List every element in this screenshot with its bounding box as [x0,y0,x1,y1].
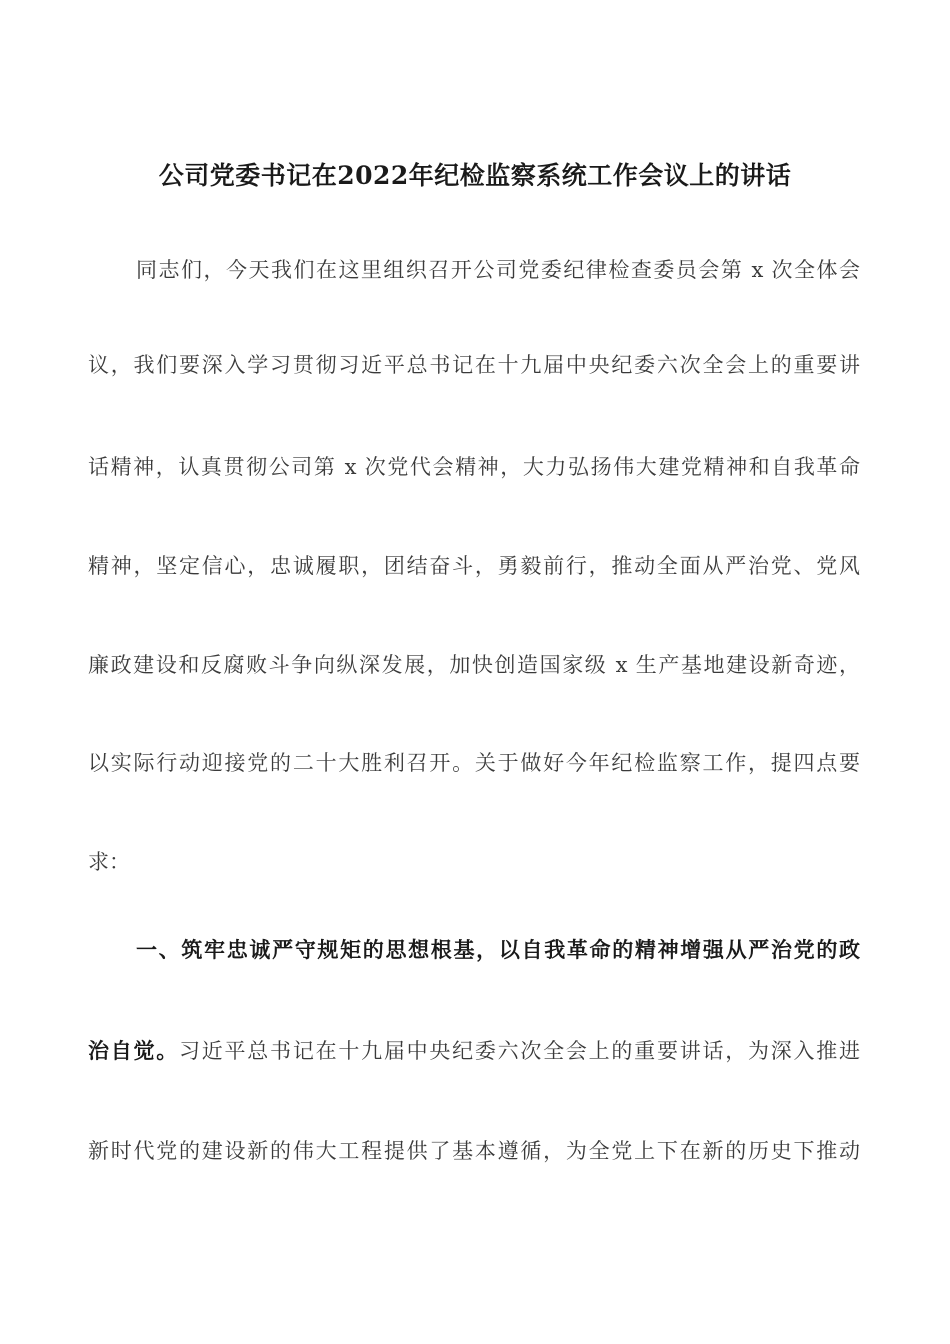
section-line [88,1031,860,1071]
paragraph-line: 以实际行动迎接党的二十大胜利召开。关于做好今年纪检监察工作，提四点要 [88,751,860,775]
section-heading-tail: 治自觉。 [88,1038,180,1063]
paragraph-line: 议，我们要深入学习贯彻习近平总书记在十九届中央纪委六次全会上的重要讲 [88,353,860,377]
paragraph-line: 廉政建设和反腐败斗争向纵深发展，加快创造国家级 x 生产基地建设新奇迹， [88,653,860,677]
document-title: 公司党委书记在2022年纪检监察系统工作会议上的讲话 [158,161,792,190]
paragraph-line: 精神，坚定信心，忠诚履职，团结奋斗，勇毅前行，推动全面从严治党、党风 [88,554,860,578]
paragraph-line: 话精神，认真贯彻公司第 x 次党代会精神，大力弘扬伟大建党精神和自我革命 [88,455,860,479]
paragraph-line: 同志们，今天我们在这里组织召开公司党委纪律检查委员会第 x 次全体会 [136,258,860,282]
section-heading: 一、筑牢忠诚严守规矩的思想根基，以自我革命的精神增强从严治党的政 [136,937,860,962]
section-body-text: 习近平总书记在十九届中央纪委六次全会上的重要讲话，为深入推进 [179,1039,860,1063]
paragraph-line: 求： [88,850,130,874]
paragraph-line: 新时代党的建设新的伟大工程提供了基本遵循，为全党上下在新的历史下推动 [88,1139,860,1163]
